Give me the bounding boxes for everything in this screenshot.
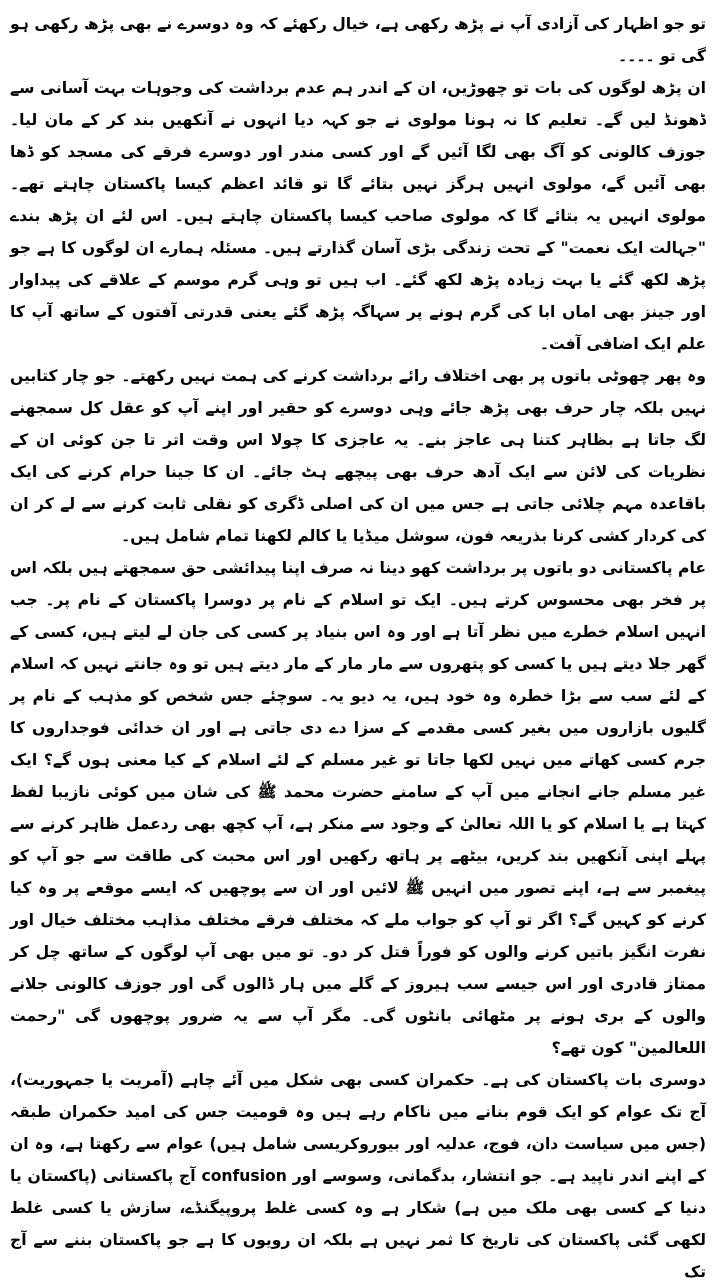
- text-line: دوسرا پاکستان کے نام پر۔ جب انہیں اسلام خطرے میں نظر آتا ہے اور وہ اس بنیاد پر کسی کی جان لے لیتے ہیں، کسی کے گھر جلا دیتے ہیں یا: [10, 591, 706, 673]
- text-line: عام پاکستانی دو باتوں پر برداشت کھو دینا نہ صرف اپنا پیدائشی حق سمجھتے ہیں بلکہ اس پر فخر بھی محسوس کرتے ہیں۔ ایک تو اسلام کے نام پر: [10, 559, 706, 609]
- text-line: کے اپنے اندر ناپید ہے۔ جو انتشار، بدگمانی، وسوسے اور confusion آج پاکستانی (پاکستان یا دنیا کے کسی بھی ملک میں ہے) شکار: [10, 1167, 706, 1217]
- text-line: نازیبا لفظ کہتا ہے یا اسلام کو یا اللہ تعالیٰ کے وجود سے منکر ہے، آپ کچھ بھی ردعمل ظاہر کرنے سے پہلے اپنی آنکھیں بند کریں، بیٹھے پر ہاتھ: [10, 783, 706, 865]
- text-line: کو حقیر اور اپنے آپ کو عقل کل سمجھنے لگ جاتا ہے بظاہر کتنا ہی عاجز بنے۔ یہ عاجزی کا چولا اس وقت اتر تا جن کوئی ان کے نظریات کی: [10, 399, 706, 481]
- text-line: ہے وہ کسی غلط پروپیگنڈے، سازش یا کسی غلط لکھی گئی پاکستان کی تاریخ کا ثمر نہیں ہے بلکہ ان رویوں کا ہے جو پاکستان بننے سے آج تک: [10, 1199, 706, 1281]
- text-line: رہے ہیں وہ قومیت جس کی امید حکمران طبقہ (جس میں سیاست دان، فوج، عدلیہ اور بیوروکریسی شامل ہیں) عوام سے رکھتا ہے، وہ ان: [10, 1103, 706, 1153]
- paragraph-3: [10, 360, 706, 552]
- text-line: آپ لوگوں کے ساتھ چل کر ممتاز قادری اور اس جیسے سب ہیروز کے گلے میں ہار ڈالوں گی اور جوزف کالونی جلانے والوں کے بری ہونے: [10, 943, 706, 1025]
- paragraph-5: [10, 1064, 706, 1288]
- text-line: وہ پھر چھوٹی باتوں پر بھی اختلاف رائے برداشت کرنے کی ہمت نہیں رکھتے۔ جو چار کتابیں نہیں بلکہ چار حرف بھی پڑھ جائے وہی دوسرے: [10, 367, 706, 417]
- text-line: کسی کو پتھروں سے مار مار کے مار دیتے ہیں تو وہ جانتے نہیں کہ اسلام کے لئے سب سے بڑا خطرہ وہ خود ہیں، یہ دیو یہ۔ سوچئے جس شخص: [10, 655, 707, 705]
- text-line: گے؟ اگر تو آپ کو جواب ملے کہ مختلف فرقے مختلف مذاہب مختلف خیال اور نفرت انگیز باتیں کرنے والوں کو فوراً قتل کر دو۔ تو میں بھی: [10, 911, 707, 961]
- text-line: تو جو اظہار کی آزادی آپ نے پڑھ رکھی ہے، خیال رکھئے کہ وہ دوسرے نے بھی پڑھ رکھی ہو گی تو ۔۔۔۔: [10, 15, 706, 65]
- paragraph-2: [10, 72, 706, 360]
- text-line: ثابت کرنے سے لے کر ان کی کردار کشی کرنا بذریعہ فون، سوشل میڈیا یا کالم لکھنا تمام شامل ہیں۔: [10, 495, 706, 545]
- text-line: رکھیں اور اس محبت کی طاقت سے جو آپ کو پیغمبر سے ہے، اپنے تصور میں انہیں ﷺ لائیں اور ان سے پوچھیں کہ ایسے موقعے پر وہ کیا کرنے کو کہیں: [10, 847, 706, 929]
- paragraph-1: [10, 8, 706, 72]
- text-line: پڑھ لکھ گئے یا بہت زیادہ پڑھ لکھ گئے۔ اب ہیں تو وہی گرم موسم کے علاقے کی پیداوار اور جینز بھی اماں ابا کی گرم ہونے پر سہاگہ پڑھ گئے: [10, 271, 706, 321]
- text-line: آئیں گے، مولوی انہیں ہرگز نہیں بتائے گا تو قائد اعظم کیسا پاکستان چاہتے تھے۔ مولوی انہیں یہ بتائے گا کہ مولوی صاحب کیسا پاکستان: [10, 175, 706, 225]
- text-line: جاتا تو غیر مسلم کے لئے اسلام کے کیا معنی ہوں گے؟ ایک غیر مسلم جانے انجانے میں آپ کے سامنے حضرت محمد ﷺ کی شان میں کوئی: [10, 751, 707, 801]
- paragraph-4: [10, 552, 706, 1064]
- text-line: دوسری بات پاکستان کی ہے۔ حکمران کسی بھی شکل میں آئے چاہے (آمریت یا جمہوریت)، آج تک عوام کو ایک قوم بنانے میں ناکام: [10, 1071, 706, 1121]
- text-line: چاہتے ہیں۔ اس لئے ان پڑھ بندے "جہالت ایک نعمت" کے تحت زندگی بڑی آسان گذارتے ہیں۔ مسئلہ ہمارے ان لوگوں کا ہے جو: [10, 207, 706, 257]
- text-line: پر مٹھائی بانٹوں گی۔ مگر آپ سے یہ ضرور پوچھوں گی "رحمت اللعالمین" کون تھے؟: [10, 1007, 706, 1057]
- text-line: یعنی قدرتی آفتوں کے ساتھ آپ کا علم ایک اضافی آفت۔: [10, 303, 706, 353]
- text-line: ان پڑھ لوگوں کی بات تو چھوڑیں، ان کے اندر ہم عدم برداشت کی وجوہات بہت آسانی سے ڈھونڈ لیں گے۔ تعلیم کا نہ ہونا مولوی نے جو: [10, 79, 707, 129]
- text-line: کہہ دیا انہوں نے آنکھیں بند کر کے مان لیا۔ جوزف کالونی کو آگ بھی لگا آئیں گے اور کسی مندر اور دوسرے فرقے کی مسجد کو ڈھا بھی: [10, 111, 706, 193]
- text-line: لائن سے ایک آدھ حرف بھی پیچھے ہٹ جائے۔ ان کا جینا حرام کرنے کی ایک باقاعدہ مہم چلائی جاتی ہے جس میں ان کی اصلی ڈگری کو نقلی: [10, 463, 706, 513]
- text-line: کو مذہب کے نام پر گلیوں بازاروں میں بغیر کسی مقدمے کے سزا دے دی جاتی ہے اور ان خدائی فوجداروں کا جرم کسی کھاتے میں نہیں لکھا: [10, 687, 707, 769]
